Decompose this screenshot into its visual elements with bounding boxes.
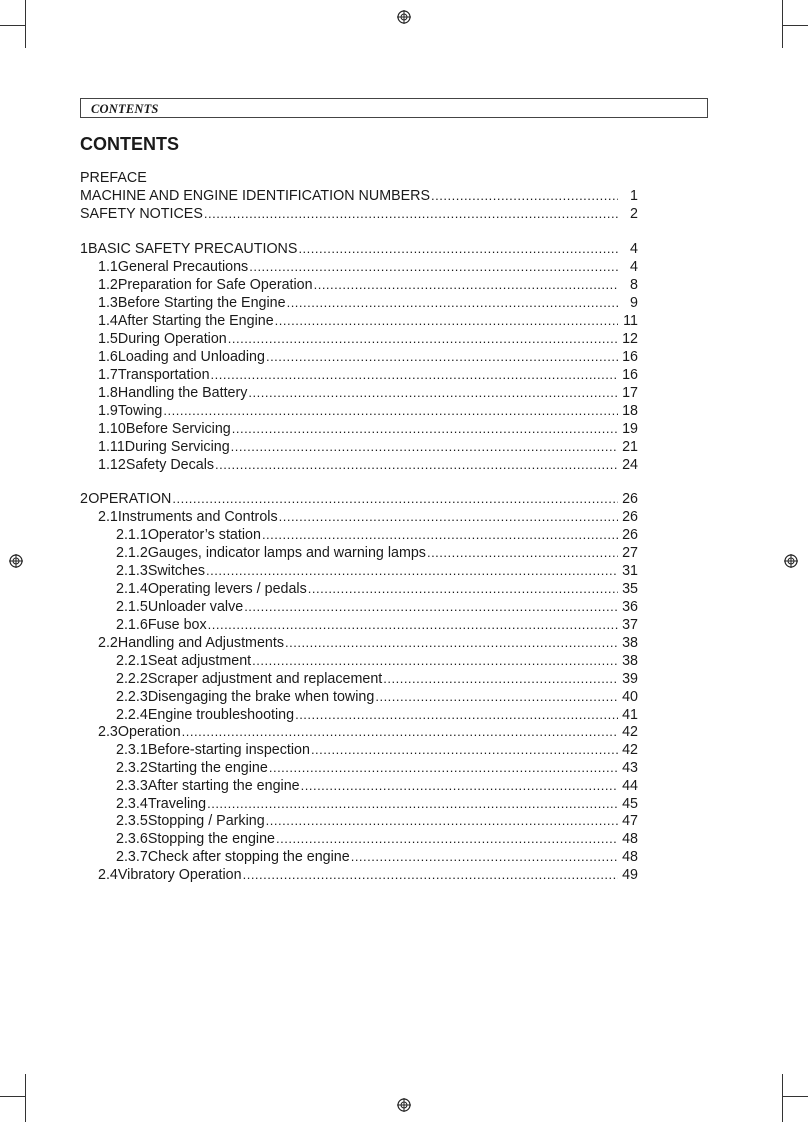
toc-entry-title: Starting the engine <box>147 760 268 776</box>
toc-entry-number: 2.3.2 <box>116 760 148 776</box>
toc-entry-page: 26 <box>622 509 638 525</box>
toc-entry-page: 26 <box>622 527 638 543</box>
toc-entry-title: After starting the engine <box>147 778 300 794</box>
toc-entry-title: During Operation <box>117 331 227 347</box>
toc-entry-number: 1.11 <box>98 439 125 455</box>
toc-entry-title: General Precautions <box>117 259 249 275</box>
toc-entry-page: 2 <box>630 206 638 222</box>
toc-entry-title: Loading and Unloading <box>117 349 265 365</box>
registration-mark-icon <box>397 1098 411 1112</box>
toc-entry-page: 36 <box>622 599 638 615</box>
toc-entry-page: 44 <box>622 778 638 794</box>
toc-dot-leader <box>266 348 618 366</box>
toc-dot-leader <box>285 634 618 652</box>
toc-entry-number: 1.6 <box>98 349 118 365</box>
toc-entry-number: 1.10 <box>98 421 126 437</box>
toc-entry-page: 37 <box>622 617 638 633</box>
crop-mark-bottom-left-v <box>25 1074 26 1122</box>
toc-entry-title: Operation <box>117 724 181 740</box>
toc-entry-page: 48 <box>622 831 638 847</box>
running-header <box>80 98 708 118</box>
toc-dot-leader <box>427 544 618 562</box>
toc-entry-page: 41 <box>622 707 638 723</box>
toc-entry-number: 2.1.4 <box>116 581 148 597</box>
toc-entry-page: 27 <box>622 545 638 561</box>
toc-entry-title: Towing <box>117 403 163 419</box>
toc-entry[interactable] <box>98 438 638 456</box>
toc-entry-page: 43 <box>622 760 638 776</box>
toc-entry-page: 11 <box>623 313 638 329</box>
toc-dot-leader <box>248 384 618 402</box>
toc-dot-leader <box>207 795 618 813</box>
toc-entry-page: 47 <box>622 813 638 829</box>
toc-dot-leader <box>163 402 618 420</box>
toc-entry-page: 42 <box>622 742 638 758</box>
toc-entry-page: 16 <box>622 367 638 383</box>
toc-entry[interactable] <box>116 652 638 670</box>
toc-entry-title: Engine troubleshooting <box>147 707 295 723</box>
toc-entry[interactable] <box>116 759 638 777</box>
toc-entry[interactable] <box>116 580 638 598</box>
toc-entry-number: 1.3 <box>98 295 118 311</box>
toc-dot-leader <box>182 723 618 741</box>
toc-entry[interactable] <box>98 402 638 420</box>
toc-entry-page: 24 <box>622 457 638 473</box>
toc-entry-number: 1.4 <box>98 313 118 329</box>
toc-dot-leader <box>308 580 618 598</box>
toc-entry-page: 26 <box>622 491 638 507</box>
toc-entry-number: 2 <box>80 491 88 507</box>
toc-entry[interactable] <box>116 670 638 688</box>
toc-entry-title: Before Starting the Engine <box>117 295 286 311</box>
toc-entry-page: 21 <box>622 439 638 455</box>
toc-entry[interactable] <box>98 348 638 366</box>
toc-dot-leader <box>231 438 618 456</box>
toc-entry-page: 4 <box>630 259 638 275</box>
toc-entry[interactable] <box>98 508 638 526</box>
toc-entry-page: 17 <box>622 385 638 401</box>
toc-entry-number: 2.2 <box>98 635 118 651</box>
toc-entry-number: 1.8 <box>98 385 118 401</box>
toc-entry-number: 2.3.1 <box>116 742 148 758</box>
registration-mark-icon <box>784 554 798 568</box>
toc-entry-title: Fuse box <box>147 617 207 633</box>
toc-entry-title: Before-starting inspection <box>147 742 310 758</box>
toc-dot-leader <box>311 741 618 759</box>
toc-entry-title: Before Servicing <box>125 421 231 437</box>
toc-entry-number: 2.2.1 <box>116 653 148 669</box>
toc-entry-title: Stopping the engine <box>147 831 276 847</box>
toc-entry-title: Gauges, indicator lamps and warning lamps <box>147 545 426 561</box>
toc-entry-page: 49 <box>622 867 638 883</box>
toc-dot-leader <box>244 598 618 616</box>
toc-entry-title: Transportation <box>117 367 210 383</box>
toc-entry-number: 2.3.5 <box>116 813 148 829</box>
toc-entry-title: Stopping / Parking <box>147 813 265 829</box>
toc-entry-title: PREFACE <box>80 170 147 186</box>
toc-dot-leader <box>269 759 618 777</box>
toc-entry-number: 2.3.7 <box>116 849 148 865</box>
toc-entry-title: SAFETY NOTICES <box>80 206 203 222</box>
toc-dot-leader <box>301 777 618 795</box>
toc-dot-leader <box>295 706 618 724</box>
toc-entry-number: 2.2.2 <box>116 671 148 687</box>
toc-entry[interactable] <box>80 490 638 508</box>
toc-entry[interactable] <box>98 456 638 474</box>
toc-dot-leader <box>211 366 618 384</box>
toc-entry[interactable] <box>98 866 638 884</box>
toc-entry-title: OPERATION <box>88 491 172 507</box>
toc-entry-title: Switches <box>147 563 206 579</box>
toc-entry-page: 19 <box>622 421 638 437</box>
toc-entry-title: After Starting the Engine <box>117 313 274 329</box>
toc-entry[interactable] <box>98 294 638 312</box>
toc-entry-title: Operator’s station <box>147 527 261 543</box>
toc-entry[interactable] <box>116 598 638 616</box>
toc-entry-title: Scraper adjustment and replacement <box>147 671 383 687</box>
toc-entry-title: During Servicing <box>124 439 230 455</box>
toc-entry[interactable] <box>98 276 638 294</box>
toc-entry-title: Check after stopping the engine <box>147 849 350 865</box>
toc-entry-page: 40 <box>622 689 638 705</box>
toc-entry[interactable] <box>98 634 638 652</box>
toc-dot-leader <box>172 490 618 508</box>
toc-dot-leader <box>375 688 618 706</box>
toc-entry[interactable] <box>116 741 638 759</box>
toc-entry[interactable] <box>116 848 638 866</box>
toc-dot-leader <box>228 330 618 348</box>
toc-entry-page: 4 <box>630 241 638 257</box>
toc-entry-number: 2.1.3 <box>116 563 148 579</box>
toc-dot-leader <box>314 276 618 294</box>
toc-dot-leader <box>262 526 618 544</box>
toc-entry-title: MACHINE AND ENGINE IDENTIFICATION NUMBERS <box>80 188 431 204</box>
toc-entry-number: 2.1.2 <box>116 545 148 561</box>
toc-entry-page: 31 <box>622 563 638 579</box>
toc-dot-leader <box>351 848 618 866</box>
toc-entry-number: 2.2.3 <box>116 689 148 705</box>
toc-entry-title: Seat adjustment <box>147 653 252 669</box>
toc-entry-number: 2.3.6 <box>116 831 148 847</box>
toc-dot-leader <box>249 258 618 276</box>
toc-entry-page: 45 <box>622 796 638 812</box>
toc-entry[interactable] <box>98 384 638 402</box>
toc-entry-number: 1.7 <box>98 367 118 383</box>
toc-entry[interactable] <box>80 205 638 223</box>
toc-entry-title: Safety Decals <box>125 457 215 473</box>
toc-entry[interactable] <box>98 312 638 330</box>
toc-entry[interactable] <box>98 330 638 348</box>
toc-entry[interactable] <box>116 562 638 580</box>
toc-entry-page: 48 <box>622 849 638 865</box>
toc-entry-page: 18 <box>622 403 638 419</box>
toc-entry-number: 2.1.1 <box>116 527 148 543</box>
toc-entry-title: Traveling <box>147 796 207 812</box>
toc-entry-number: 2.4 <box>98 867 118 883</box>
toc-dot-leader <box>232 420 618 438</box>
toc-entry[interactable] <box>80 187 638 205</box>
toc-dot-leader <box>276 830 618 848</box>
toc-entry-number: 1.9 <box>98 403 118 419</box>
crop-mark-bottom-left-h <box>0 1096 25 1097</box>
toc-entry-page: 38 <box>622 653 638 669</box>
toc-entry[interactable] <box>116 544 638 562</box>
registration-mark-icon <box>397 10 411 24</box>
toc-entry-number: 2.3.3 <box>116 778 148 794</box>
registration-mark-icon <box>9 554 23 568</box>
toc-dot-leader <box>279 508 618 526</box>
toc-entry[interactable] <box>80 240 638 258</box>
toc-entry[interactable] <box>116 830 638 848</box>
toc-entry-page: 9 <box>630 295 638 311</box>
running-header-label: CONTENTS <box>91 102 159 116</box>
crop-mark-bottom-right-v <box>782 1074 783 1122</box>
toc-entry[interactable] <box>116 777 638 795</box>
toc-entry-number: 1 <box>80 241 88 257</box>
toc-entry[interactable] <box>116 616 638 634</box>
toc-dot-leader <box>275 312 618 330</box>
page-title: CONTENTS <box>80 134 179 154</box>
toc-entry[interactable] <box>116 812 638 830</box>
toc-entry-page: 35 <box>622 581 638 597</box>
toc-entry[interactable] <box>98 420 638 438</box>
toc-entry-title: Handling the Battery <box>117 385 248 401</box>
toc-entry[interactable] <box>80 169 638 187</box>
toc-dot-leader <box>298 240 618 258</box>
crop-mark-top-right-v <box>782 0 783 48</box>
toc-dot-leader <box>266 812 618 830</box>
toc-entry-number: 2.1.5 <box>116 599 148 615</box>
toc-entry[interactable] <box>98 258 638 276</box>
toc-entry-title: Preparation for Safe Operation <box>117 277 313 293</box>
crop-mark-top-left-v <box>25 0 26 48</box>
toc-dot-leader <box>206 562 618 580</box>
toc-entry-title: BASIC SAFETY PRECAUTIONS <box>87 241 298 257</box>
toc-dot-leader <box>208 616 618 634</box>
toc-entry-page: 38 <box>622 635 638 651</box>
toc-entry[interactable] <box>116 688 638 706</box>
crop-mark-bottom-right-h <box>783 1096 808 1097</box>
toc-entry-page: 16 <box>622 349 638 365</box>
toc-entry-page: 42 <box>622 724 638 740</box>
toc-entry-number: 2.3.4 <box>116 796 148 812</box>
crop-mark-top-right-h <box>783 25 808 26</box>
toc-dot-leader <box>431 187 618 205</box>
toc-entry-title: Operating levers / pedals <box>147 581 307 597</box>
toc-dot-leader <box>204 205 618 223</box>
toc-dot-leader <box>215 456 618 474</box>
toc-entry-title: Instruments and Controls <box>117 509 278 525</box>
toc-entry-number: 2.3 <box>98 724 118 740</box>
toc-entry-number: 1.5 <box>98 331 118 347</box>
toc-entry-title: Unloader valve <box>147 599 244 615</box>
toc-entry-page: 12 <box>622 331 638 347</box>
toc-entry-number: 1.2 <box>98 277 118 293</box>
toc-entry-page: 39 <box>622 671 638 687</box>
toc-entry-page: 1 <box>630 188 638 204</box>
crop-mark-top-left-h <box>0 25 25 26</box>
toc-entry-title: Handling and Adjustments <box>117 635 284 651</box>
toc-entry-title: Disengaging the brake when towing <box>147 689 375 705</box>
toc-dot-leader <box>383 670 618 688</box>
toc-entry-number: 1.12 <box>98 457 126 473</box>
toc-dot-leader <box>243 866 618 884</box>
toc-entry-page: 8 <box>630 277 638 293</box>
toc-entry-number: 1.1 <box>98 259 118 275</box>
toc-entry[interactable] <box>98 723 638 741</box>
toc-dot-leader <box>252 652 618 670</box>
toc-entry[interactable] <box>116 795 638 813</box>
toc-dot-leader <box>287 294 618 312</box>
toc-entry[interactable] <box>116 706 638 724</box>
toc-entry-number: 2.1 <box>98 509 118 525</box>
toc-entry-number: 2.1.6 <box>116 617 148 633</box>
toc-entry-title: Vibratory Operation <box>117 867 242 883</box>
toc-entry-number: 2.2.4 <box>116 707 148 723</box>
toc-entry[interactable] <box>98 366 638 384</box>
toc-entry[interactable] <box>116 526 638 544</box>
